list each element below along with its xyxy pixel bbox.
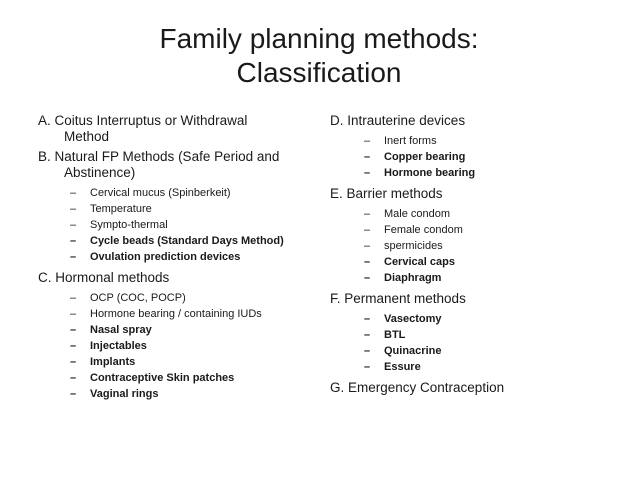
dash-bullet: – <box>364 256 371 268</box>
dash-bullet: – <box>364 135 371 147</box>
title-line-2: Classification <box>236 57 402 88</box>
list-item-text: Hormone bearing <box>384 167 476 179</box>
section-b <box>38 149 318 181</box>
dash-bullet: – <box>70 292 77 304</box>
left-column <box>38 113 318 407</box>
dash-bullet: – <box>70 356 77 368</box>
list-item-text: Injectables <box>90 340 147 352</box>
title-line-1: Family planning methods: <box>159 23 479 54</box>
section-e <box>330 186 630 202</box>
list-item <box>70 306 318 322</box>
list-item-text: spermicides <box>384 240 443 252</box>
section-a-heading: A. Coitus Interruptus or Withdrawal <box>38 113 248 128</box>
list-item-text: Vasectomy <box>384 313 442 325</box>
dash-bullet: – <box>364 224 371 236</box>
list-item-text: Temperature <box>90 203 152 215</box>
section-c <box>38 270 318 286</box>
list-item <box>70 322 318 338</box>
list-item <box>70 338 318 354</box>
section-d <box>330 113 630 129</box>
dash-bullet: – <box>364 240 371 252</box>
dash-bullet: – <box>364 272 371 284</box>
section-b-heading-cont: Abstinence) <box>64 165 136 180</box>
list-item-text: Diaphragm <box>384 272 442 284</box>
list-item <box>364 311 630 327</box>
list-item-text: Vaginal rings <box>90 388 159 400</box>
list-item <box>70 185 318 201</box>
list-item <box>70 354 318 370</box>
list-item-text: Copper bearing <box>384 151 466 163</box>
dash-bullet: – <box>70 187 77 199</box>
section-b-list <box>38 185 318 265</box>
dash-bullet: – <box>70 340 77 352</box>
dash-bullet: – <box>70 388 77 400</box>
list-item-text: Nasal spray <box>90 324 152 336</box>
list-item-text: Female condom <box>384 224 463 236</box>
list-item <box>364 359 630 375</box>
section-e-heading: E. Barrier methods <box>330 186 443 201</box>
list-item <box>70 290 318 306</box>
list-item-text: Cycle beads (Standard Days Method) <box>90 235 284 247</box>
list-item-text: Sympto-thermal <box>90 219 168 231</box>
list-item <box>364 254 630 270</box>
dash-bullet: – <box>70 203 77 215</box>
list-item <box>364 165 630 181</box>
list-item-text: Hormone bearing / containing IUDs <box>90 308 262 320</box>
list-item-text: Cervical mucus (Spinberkeit) <box>90 187 231 199</box>
dash-bullet: – <box>70 251 77 263</box>
dash-bullet: – <box>364 151 371 163</box>
dash-bullet: – <box>364 208 371 220</box>
dash-bullet: – <box>364 329 371 341</box>
list-item <box>364 149 630 165</box>
list-item <box>364 343 630 359</box>
list-item-text: Cervical caps <box>384 256 455 268</box>
dash-bullet: – <box>70 308 77 320</box>
section-e-list <box>330 206 630 286</box>
list-item <box>70 386 318 402</box>
list-item-text: BTL <box>384 329 406 341</box>
list-item-text: Inert forms <box>384 135 437 147</box>
list-item <box>364 222 630 238</box>
list-item-text: Quinacrine <box>384 345 442 357</box>
list-item <box>364 270 630 286</box>
right-column <box>330 113 630 400</box>
section-c-heading: C. Hormonal methods <box>38 270 170 285</box>
dash-bullet: – <box>364 167 371 179</box>
list-item-text: Implants <box>90 356 136 368</box>
list-item-text: OCP (COC, POCP) <box>90 292 186 304</box>
dash-bullet: – <box>70 235 77 247</box>
dash-bullet: – <box>70 372 77 384</box>
list-item-text: Ovulation prediction devices <box>90 251 241 263</box>
dash-bullet: – <box>70 219 77 231</box>
section-f-list <box>330 311 630 375</box>
list-item <box>70 217 318 233</box>
section-f <box>330 291 630 307</box>
list-item <box>70 201 318 217</box>
list-item-text: Contraceptive Skin patches <box>90 372 235 384</box>
dash-bullet: – <box>364 345 371 357</box>
dash-bullet: – <box>70 324 77 336</box>
section-g <box>330 380 630 396</box>
list-item <box>364 206 630 222</box>
list-item <box>364 327 630 343</box>
list-item <box>70 233 318 249</box>
section-d-heading: D. Intrauterine devices <box>330 113 466 128</box>
section-b-heading: B. Natural FP Methods (Safe Period and <box>38 149 280 164</box>
list-item-text: Male condom <box>384 208 451 220</box>
page-title <box>0 22 638 90</box>
dash-bullet: – <box>364 361 371 373</box>
list-item <box>364 133 630 149</box>
section-a <box>38 113 318 145</box>
section-d-list <box>330 133 630 181</box>
list-item <box>364 238 630 254</box>
section-c-list <box>38 290 318 402</box>
list-item-text: Essure <box>384 361 421 373</box>
list-item <box>70 249 318 265</box>
dash-bullet: – <box>364 313 371 325</box>
list-item <box>70 370 318 386</box>
section-g-heading: G. Emergency Contraception <box>330 380 505 395</box>
section-f-heading: F. Permanent methods <box>330 291 466 306</box>
section-a-heading-cont: Method <box>64 129 110 144</box>
